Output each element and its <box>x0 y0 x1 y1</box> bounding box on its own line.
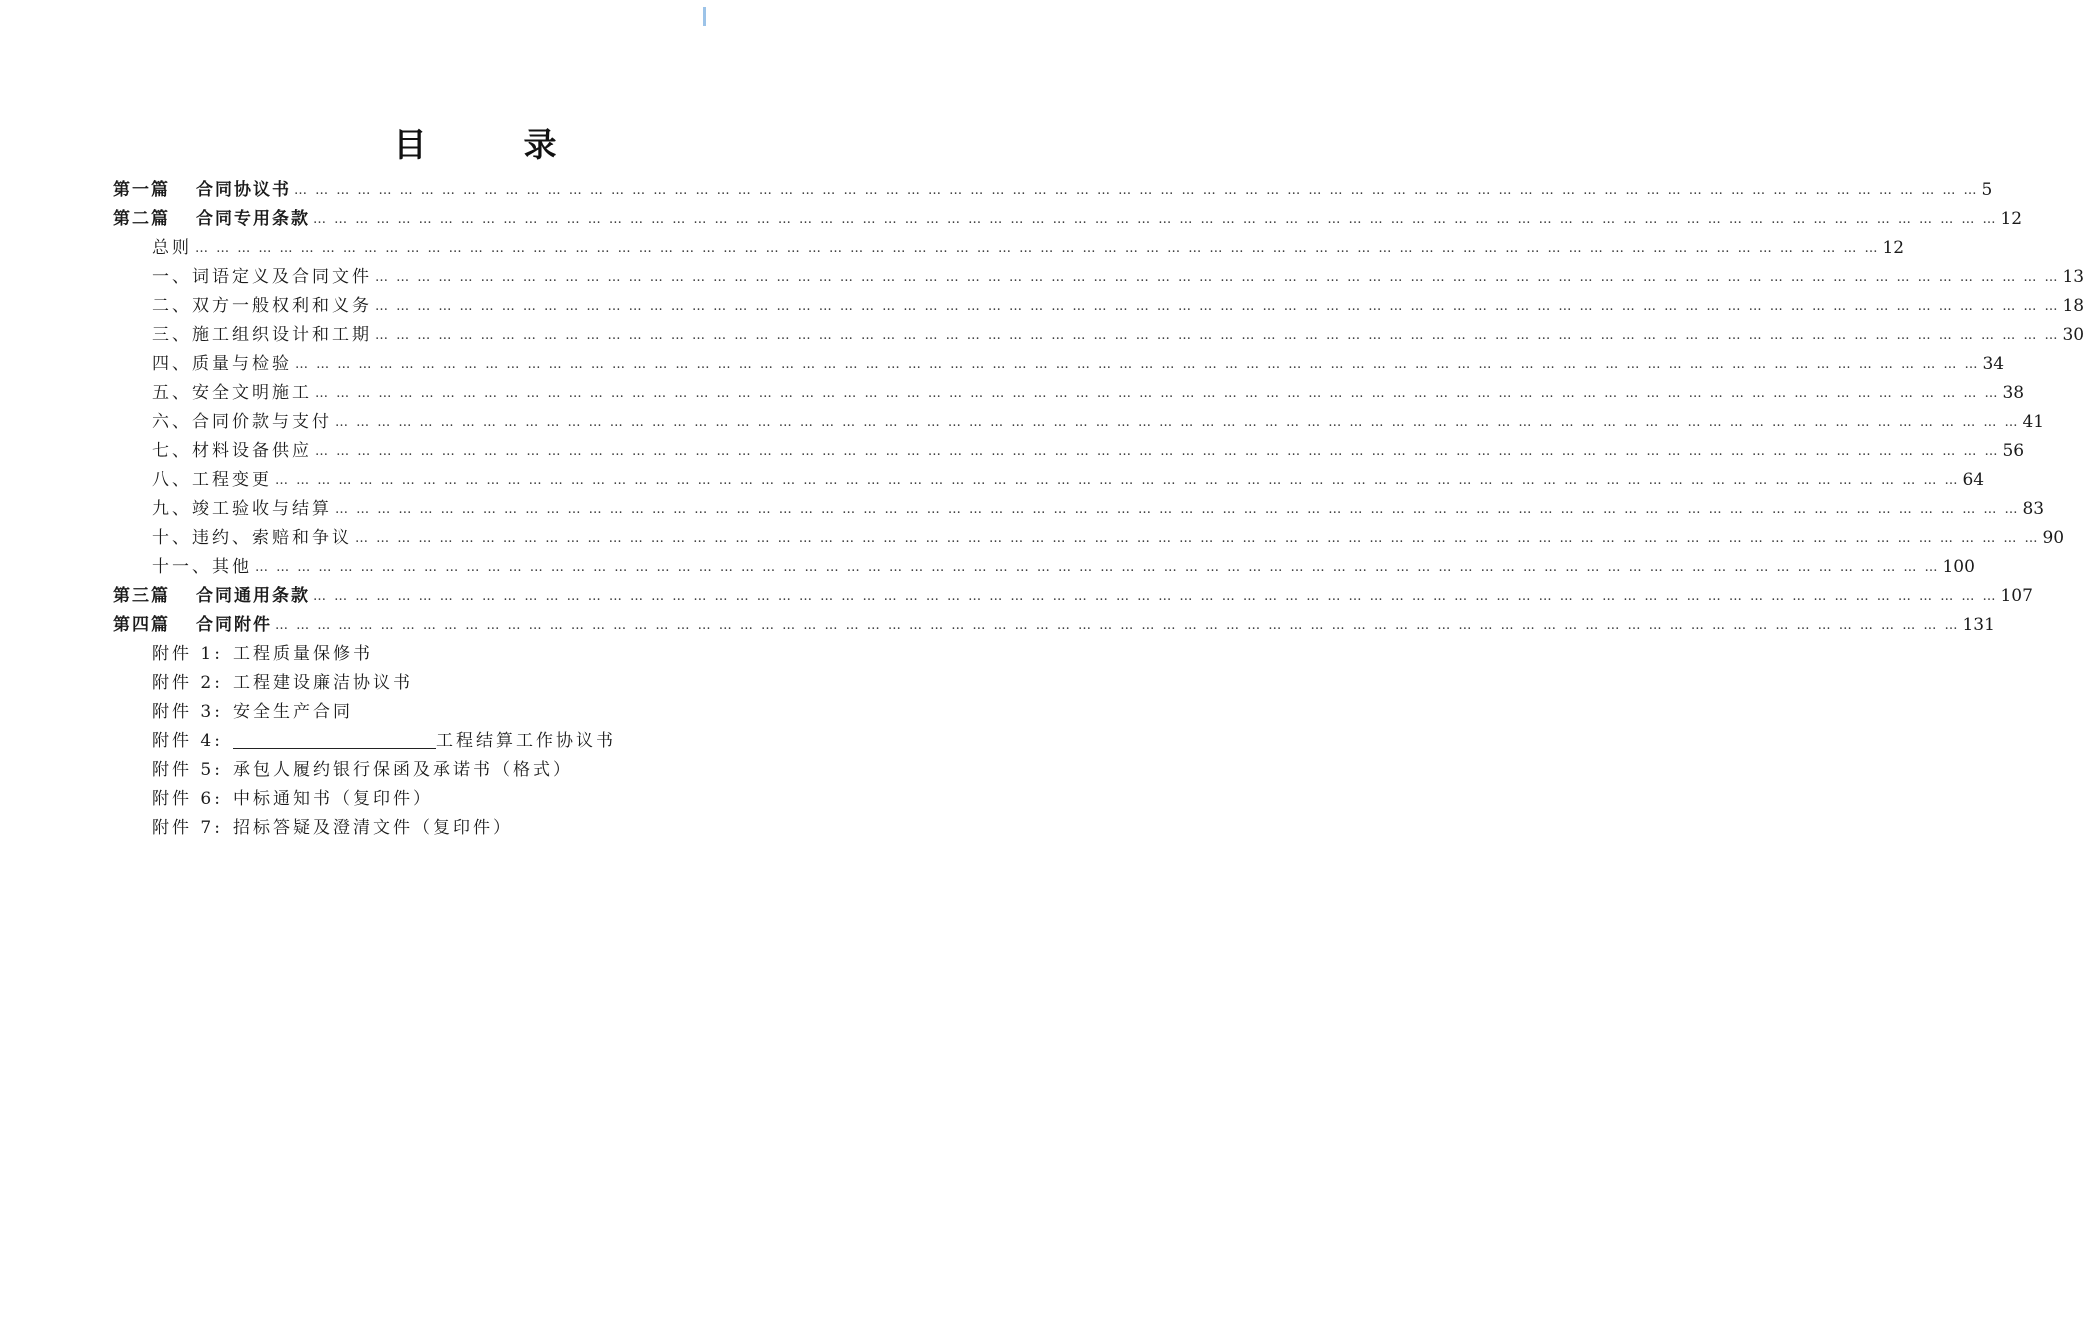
annex-prefix: 附件 7 <box>152 818 215 838</box>
toc-entry-section-11[interactable] <box>152 553 1975 582</box>
toc-leader-dots: … … … … … … … … … … … … … … … … … … … … … … … … … … … … … … … … … … … … … … … … … … … … … … … … … … … … … … … … … … … … … … … … … … … … … … … … … … … … … … … … <box>315 444 2000 459</box>
toc-entry-section-3[interactable] <box>152 321 2084 350</box>
annex-title: 工程结算工作协议书 <box>435 731 616 751</box>
toc-leader-dots: … … … … … … … … … … … … … … … … … … … … … … … … … … … … … … … … … … … … … … … … … … … … … … … … … … … … … … … … … … … … … … … … … … … … … … … … … … … … … … … … <box>375 270 2060 285</box>
toc-entry-section-6[interactable] <box>152 408 2045 437</box>
toc-entry-label: 总则 <box>152 238 192 258</box>
annex-title: 工程质量保修书 <box>232 644 373 664</box>
toc-entry-part-4[interactable] <box>113 611 1995 640</box>
toc-entry-section-8[interactable] <box>152 466 1985 495</box>
toc-entry-general[interactable] <box>152 234 1905 263</box>
toc-entry-label: 合同附件 <box>196 615 272 635</box>
toc-leader-dots: … … … … … … … … … … … … … … … … … … … … … … … … … … … … … … … … … … … … … … … … … … … … … … … … … … … … … … … … … … … … … … … … … … … … … … … … … … … … … … … … <box>335 502 2020 517</box>
toc-leader-dots: … … … … … … … … … … … … … … … … … … … … … … … … … … … … … … … … … … … … … … … … … … … … … … … … … … … … … … … … … … … … … … … … … … … … … … … … … … … … … … … … <box>375 328 2060 343</box>
annex-item-4[interactable]: 附件 4: 工程结算工作协议书 <box>152 731 616 751</box>
toc-page-number: 38 <box>2002 383 2025 403</box>
annex-title: 中标通知书（复印件） <box>232 789 433 809</box>
toc-entry-section-10[interactable] <box>152 524 2065 553</box>
toc-entry-part-1[interactable] <box>113 176 1993 205</box>
toc-entry-label: 九、竣工验收与结算 <box>152 499 332 519</box>
toc-page-number: 64 <box>1962 470 1985 490</box>
toc-entry-label: 十、违约、索赔和争议 <box>152 528 352 548</box>
toc-entry-section-1[interactable] <box>152 263 2084 292</box>
toc-leader-dots: … … … … … … … … … … … … … … … … … … … … … … … … … … … … … … … … … … … … … … … … … … … … … … … … … … … … … … … … … … … … … … … … … … … … … … … … … … … … … … … … <box>255 560 1940 575</box>
toc-page-number: 41 <box>2022 412 2045 432</box>
annex-item-1[interactable]: 附件 1: 工程质量保修书 <box>152 644 373 664</box>
toc-part-number: 第四篇 <box>113 615 170 635</box>
annex-prefix: 附件 5 <box>152 760 215 780</box>
toc-entry-label: 七、材料设备供应 <box>152 441 312 461</box>
toc-leader-dots: … … … … … … … … … … … … … … … … … … … … … … … … … … … … … … … … … … … … … … … … … … … … … … … … … … … … … … … … … … … … … … … … … … … … … … … … … … … … … … … … <box>335 415 2020 430</box>
toc-entry-section-4[interactable] <box>152 350 2005 379</box>
toc-page-number: 13 <box>2062 267 2084 287</box>
page-title: 目 录 <box>393 125 589 164</box>
annex-item-7[interactable]: 附件 7: 招标答疑及澄清文件（复印件） <box>152 818 513 838</box>
toc-page-number: 83 <box>2022 499 2045 519</box>
annex-prefix: 附件 6 <box>152 789 215 809</box>
fill-in-blank-line <box>233 730 436 749</box>
annex-title: 招标答疑及澄清文件（复印件） <box>232 818 513 838</box>
toc-page-number: 107 <box>2000 586 2033 606</box>
annex-item-3[interactable]: 附件 3: 安全生产合同 <box>152 702 353 722</box>
toc-entry-section-2[interactable] <box>152 292 2084 321</box>
toc-leader-dots: … … … … … … … … … … … … … … … … … … … … … … … … … … … … … … … … … … … … … … … … … … … … … … … … … … … … … … … … … … … … … … … … … … … … … … … … … … … … … … … … <box>195 241 1880 256</box>
toc-page-number: 18 <box>2062 296 2084 316</box>
toc-entry-label: 合同协议书 <box>196 180 291 200</box>
toc-leader-dots: … … … … … … … … … … … … … … … … … … … … … … … … … … … … … … … … … … … … … … … … … … … … … … … … … … … … … … … … … … … … … … … … … … … … … … … … … … … … … … … … <box>315 386 2000 401</box>
text-cursor-mark <box>703 7 706 26</box>
annex-title: 安全生产合同 <box>232 702 353 722</box>
toc-entry-section-7[interactable] <box>152 437 2025 466</box>
toc-leader-dots: … … … … … … … … … … … … … … … … … … … … … … … … … … … … … … … … … … … … … … … … … … … … … … … … … … … … … … … … … … … … … … … … … … … … … … … … … … … … … … … … <box>313 589 1998 604</box>
toc-entry-section-9[interactable] <box>152 495 2045 524</box>
toc-entry-label: 合同专用条款 <box>196 209 310 229</box>
annex-item-2[interactable]: 附件 2: 工程建设廉洁协议书 <box>152 673 413 693</box>
toc-leader-dots: … … … … … … … … … … … … … … … … … … … … … … … … … … … … … … … … … … … … … … … … … … … … … … … … … … … … … … … … … … … … … … … … … … … … … … … … … … … … … … … … <box>375 299 2060 314</box>
toc-page-number: 5 <box>1981 180 1993 200</box>
toc-leader-dots: … … … … … … … … … … … … … … … … … … … … … … … … … … … … … … … … … … … … … … … … … … … … … … … … … … … … … … … … … … … … … … … … … … … … … … … … … … … … … … … … <box>313 212 1998 227</box>
toc-part-number: 第一篇 <box>113 180 170 200</box>
toc-leader-dots: … … … … … … … … … … … … … … … … … … … … … … … … … … … … … … … … … … … … … … … … … … … … … … … … … … … … … … … … … … … … … … … … … … … … … … … … … … … … … … … … <box>275 618 1960 633</box>
toc-entry-label: 合同通用条款 <box>196 586 310 606</box>
toc-part-number: 第三篇 <box>113 586 170 606</box>
toc-page-number: 30 <box>2062 325 2084 345</box>
toc-leader-dots: … … … … … … … … … … … … … … … … … … … … … … … … … … … … … … … … … … … … … … … … … … … … … … … … … … … … … … … … … … … … … … … … … … … … … … … … … … … … … … … … <box>355 531 2040 546</box>
toc-leader-dots: … … … … … … … … … … … … … … … … … … … … … … … … … … … … … … … … … … … … … … … … … … … … … … … … … … … … … … … … … … … … … … … … … … … … … … … … … … … … … … … … <box>275 473 1960 488</box>
toc-entry-label: 八、工程变更 <box>152 470 272 490</box>
annex-item-5[interactable]: 附件 5: 承包人履约银行保函及承诺书（格式） <box>152 760 573 780</box>
toc-entry-label: 三、施工组织设计和工期 <box>152 325 372 345</box>
toc-page-number: 34 <box>1982 354 2005 374</box>
annex-title: 工程建设廉洁协议书 <box>232 673 413 693</box>
toc-page-number: 100 <box>1942 557 1975 577</box>
annex-prefix: 附件 1 <box>152 644 215 664</box>
toc-page-number: 56 <box>2002 441 2025 461</box>
annex-prefix: 附件 3 <box>152 702 215 722</box>
toc-page-number: 12 <box>1882 238 1905 258</box>
toc-entry-part-2[interactable] <box>113 205 2023 234</box>
toc-entry-label: 五、安全文明施工 <box>152 383 312 403</box>
annex-prefix: 附件 4 <box>152 731 215 751</box>
toc-page-number: 131 <box>1962 615 1995 635</box>
toc-page-number: 12 <box>2000 209 2023 229</box>
toc-entry-section-5[interactable] <box>152 379 2025 408</box>
toc-part-number: 第二篇 <box>113 209 170 229</box>
toc-entry-label: 四、质量与检验 <box>152 354 292 374</box>
toc-leader-dots: … … … … … … … … … … … … … … … … … … … … … … … … … … … … … … … … … … … … … … … … … … … … … … … … … … … … … … … … … … … … … … … … … … … … … … … … … … … … … … … … <box>294 183 1979 198</box>
toc-leader-dots: … … … … … … … … … … … … … … … … … … … … … … … … … … … … … … … … … … … … … … … … … … … … … … … … … … … … … … … … … … … … … … … … … … … … … … … … … … … … … … … … <box>295 357 1980 372</box>
toc-entry-label: 六、合同价款与支付 <box>152 412 332 432</box>
annex-title: 承包人履约银行保函及承诺书（格式） <box>232 760 573 780</box>
toc-entry-label: 一、词语定义及合同文件 <box>152 267 372 287</box>
annex-item-6[interactable]: 附件 6: 中标通知书（复印件） <box>152 789 433 809</box>
toc-entry-part-3[interactable] <box>113 582 2033 611</box>
annex-prefix: 附件 2 <box>152 673 215 693</box>
toc-page-number: 90 <box>2042 528 2065 548</box>
toc-entry-label: 二、双方一般权利和义务 <box>152 296 372 316</box>
toc-entry-label: 十一、其他 <box>152 557 252 577</box>
